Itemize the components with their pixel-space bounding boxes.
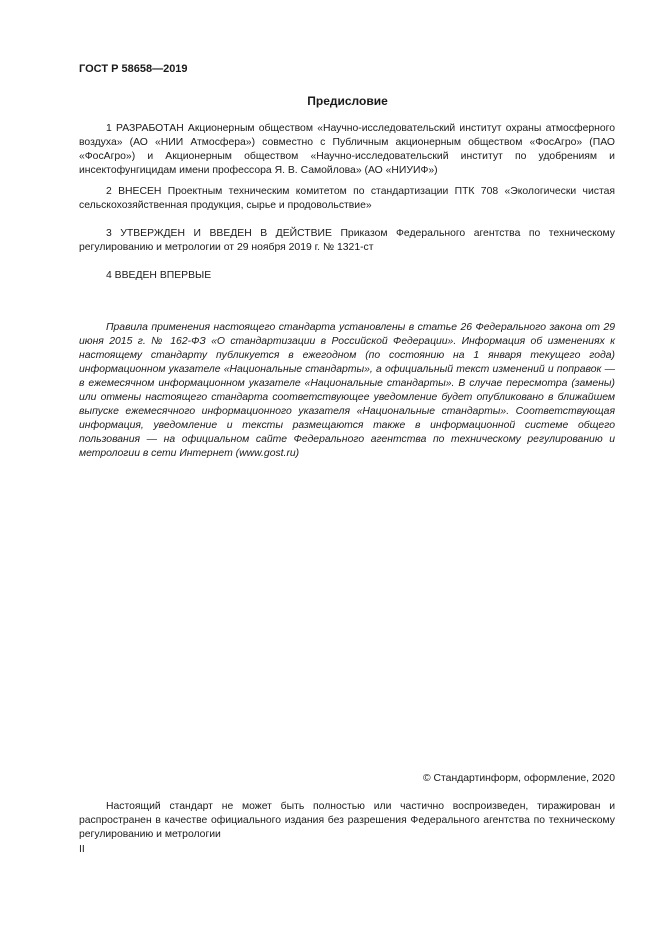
paragraph-introduced-by: 2 ВНЕСЕН Проектным техническим комитетом по стандартизации ПТК 708 «Экологически чистая сельскохозяйственная продукция, сырье и продовольствие» bbox=[79, 186, 615, 211]
reproduction-restriction-note: Настоящий стандарт не может быть полностью или частично воспроизведен, тиражирован и распространен в качестве официального издания без разрешения Федерального агентства по техническому регулированию и метрологии bbox=[79, 801, 615, 840]
page-title: Предисловие bbox=[307, 94, 388, 108]
paragraph-approved: 3 УТВЕРЖДЕН И ВВЕДЕН В ДЕЙСТВИЕ Приказом Федерального агентства по техническому регулированию и метрологии от 29 ноября 2019 г. № 1321-ст bbox=[79, 228, 615, 253]
page-number: II bbox=[79, 844, 85, 855]
standard-code: ГОСТ Р 58658—2019 bbox=[79, 63, 188, 75]
application-rules-notice: Правила применения настоящего стандарта установлены в статье 26 Федерального закона от 29 июня 2015 г. № 162-ФЗ «О стандартизации в Российской Федерации». Информация об изменениях к настоящему стандарту публикуется в ежегодном (по состоянию на 1 января текущего года) информационном указателе «Национальные стандарты», а официальный текст изменений и поправок — в ежемесячном информационном указателе «Национальные стандарты». В случае пересмотра (замены) или отмены настоящего стандарта соответствующее уведомление будет опубликовано в ближайшем выпуске ежемесячного информационного указателя «Национальные стандарты». Соответствующая информация, уведомление и тексты размещаются также в информационной системе общего пользования — на официальном сайте Федерального агентства по техническому регулированию и метрологии в сети Интернет (www.gost.ru) bbox=[79, 322, 615, 459]
paragraph-developed-by: 1 РАЗРАБОТАН Акционерным обществом «Научно-исследовательский институт охраны атмосферного воздуха» (АО «НИИ Атмосфера») совместно с Публичным акционерным обществом «ФосАгро» (ПАО «ФосАгро») и Акционерным обществом «Научно-исследовательский институт по удобрениям и инсектофунгицидам имени профессора Я. В. Самойлова» (АО «НИУИФ») bbox=[79, 123, 615, 176]
paragraph-first-introduced: 4 ВВЕДЕН ВПЕРВЫЕ bbox=[106, 270, 212, 281]
copyright-line: © Стандартинформ, оформление, 2020 bbox=[422, 773, 615, 784]
